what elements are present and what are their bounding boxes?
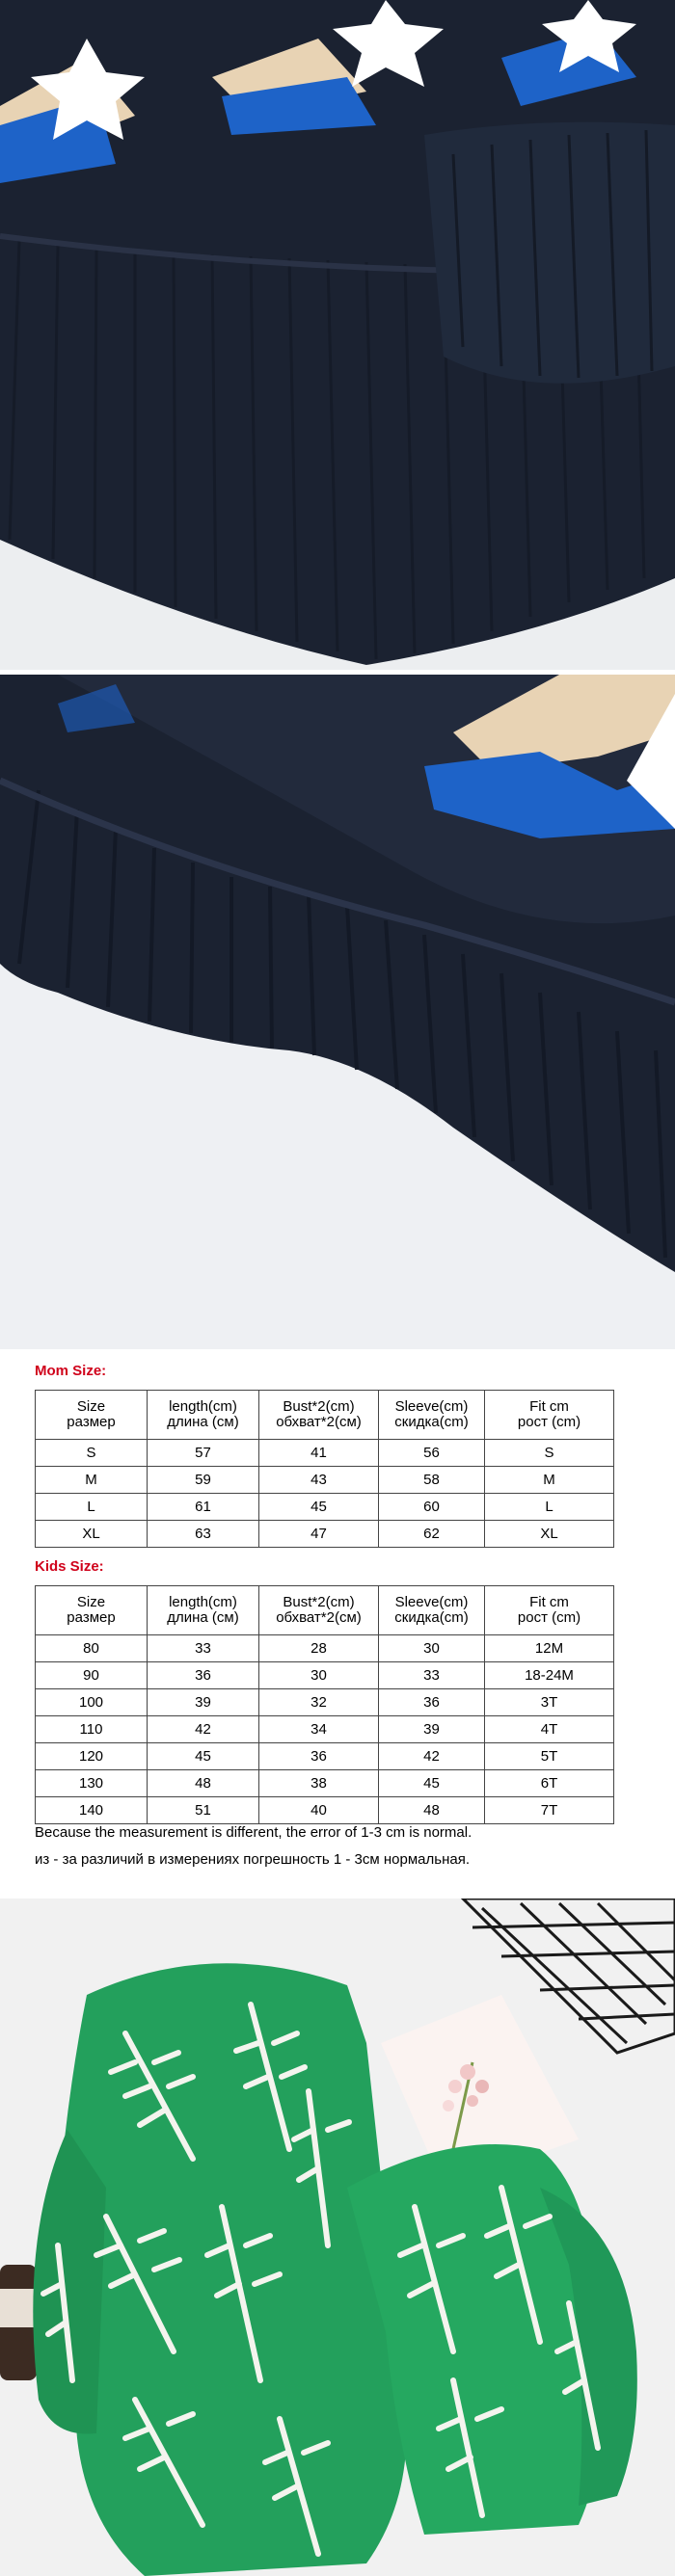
mom-size-title: Mom Size: <box>35 1363 107 1379</box>
table-cell: L <box>485 1494 614 1521</box>
table-cell: 4T <box>485 1716 614 1743</box>
table-row <box>36 1440 614 1467</box>
table-cell: 130 <box>36 1770 148 1797</box>
header-cell: Fit cm рост (cm) <box>485 1586 614 1635</box>
table-cell: 51 <box>148 1797 259 1824</box>
table-cell: 48 <box>148 1770 259 1797</box>
table-header-row <box>36 1586 614 1635</box>
table-row <box>36 1797 614 1824</box>
table-cell: M <box>36 1467 148 1494</box>
table-cell: 47 <box>259 1521 379 1548</box>
table-row <box>36 1689 614 1716</box>
product-photo-sweater-ribbed-hem <box>0 675 675 1349</box>
table-row <box>36 1467 614 1494</box>
header-cell: Size размер <box>36 1391 148 1440</box>
table-cell: 42 <box>148 1716 259 1743</box>
table-cell: 120 <box>36 1743 148 1770</box>
table-cell: 34 <box>259 1716 379 1743</box>
table-cell: 140 <box>36 1797 148 1824</box>
header-cell: length(cm) длина (см) <box>148 1586 259 1635</box>
header-cell: Bust*2(cm) обхват*2(см) <box>259 1391 379 1440</box>
sweater-hem-illustration <box>0 0 675 670</box>
table-cell: 33 <box>379 1662 485 1689</box>
table-row <box>36 1716 614 1743</box>
table-cell: 38 <box>259 1770 379 1797</box>
table-cell: 62 <box>379 1521 485 1548</box>
kids-size-title: Kids Size: <box>35 1558 104 1575</box>
table-cell: XL <box>485 1521 614 1548</box>
table-row <box>36 1662 614 1689</box>
green-sweaters-illustration <box>0 1899 675 2576</box>
table-cell: 61 <box>148 1494 259 1521</box>
table-cell: 6T <box>485 1770 614 1797</box>
table-cell: M <box>485 1467 614 1494</box>
table-cell: 36 <box>379 1689 485 1716</box>
table-cell: 18-24M <box>485 1662 614 1689</box>
header-cell: Size размер <box>36 1586 148 1635</box>
table-cell: S <box>485 1440 614 1467</box>
kids-size-table <box>35 1585 614 1824</box>
table-cell: 45 <box>148 1743 259 1770</box>
table-cell: 5T <box>485 1743 614 1770</box>
kids-size-section <box>0 1556 675 1899</box>
table-cell: 100 <box>36 1689 148 1716</box>
table-row <box>36 1521 614 1548</box>
table-cell: 42 <box>379 1743 485 1770</box>
header-cell: Bust*2(cm) обхват*2(см) <box>259 1586 379 1635</box>
table-header-row <box>36 1391 614 1440</box>
header-cell: Fit cm рост (cm) <box>485 1391 614 1440</box>
mom-size-table <box>35 1390 614 1548</box>
table-cell: S <box>36 1440 148 1467</box>
table-cell: 80 <box>36 1635 148 1662</box>
table-cell: 12M <box>485 1635 614 1662</box>
table-cell: 7T <box>485 1797 614 1824</box>
table-cell: 57 <box>148 1440 259 1467</box>
table-cell: 36 <box>148 1662 259 1689</box>
measurement-note-en: Because the measurement is different, the error of 1-3 cm is normal. <box>35 1824 472 1841</box>
table-cell: 39 <box>148 1689 259 1716</box>
table-cell: 33 <box>148 1635 259 1662</box>
measurement-note-ru: из - за различий в измерениях погрешность 1 - 3см нормальная. <box>35 1851 470 1868</box>
bottle-icon <box>0 2265 37 2380</box>
table-cell: 56 <box>379 1440 485 1467</box>
header-cell: Sleeve(cm) скидка(cm) <box>379 1391 485 1440</box>
product-photo-sweater-hem <box>0 0 675 670</box>
table-cell: 40 <box>259 1797 379 1824</box>
table-cell: 30 <box>259 1662 379 1689</box>
table-cell: XL <box>36 1521 148 1548</box>
table-row <box>36 1494 614 1521</box>
mom-size-section <box>0 1349 675 1556</box>
table-row <box>36 1743 614 1770</box>
table-cell: 48 <box>379 1797 485 1824</box>
table-cell: 59 <box>148 1467 259 1494</box>
table-cell: 39 <box>379 1716 485 1743</box>
table-row <box>36 1770 614 1797</box>
table-cell: L <box>36 1494 148 1521</box>
header-cell: length(cm) длина (см) <box>148 1391 259 1440</box>
table-cell: 63 <box>148 1521 259 1548</box>
table-cell: 36 <box>259 1743 379 1770</box>
table-cell: 45 <box>259 1494 379 1521</box>
table-cell: 110 <box>36 1716 148 1743</box>
product-photo-green-sweaters <box>0 1899 675 2576</box>
table-row <box>36 1635 614 1662</box>
ribbed-hem-illustration <box>0 675 675 1349</box>
table-cell: 28 <box>259 1635 379 1662</box>
table-cell: 90 <box>36 1662 148 1689</box>
table-cell: 45 <box>379 1770 485 1797</box>
table-cell: 60 <box>379 1494 485 1521</box>
table-cell: 30 <box>379 1635 485 1662</box>
table-cell: 41 <box>259 1440 379 1467</box>
header-cell: Sleeve(cm) скидка(cm) <box>379 1586 485 1635</box>
table-cell: 32 <box>259 1689 379 1716</box>
table-cell: 58 <box>379 1467 485 1494</box>
table-cell: 3T <box>485 1689 614 1716</box>
table-cell: 43 <box>259 1467 379 1494</box>
